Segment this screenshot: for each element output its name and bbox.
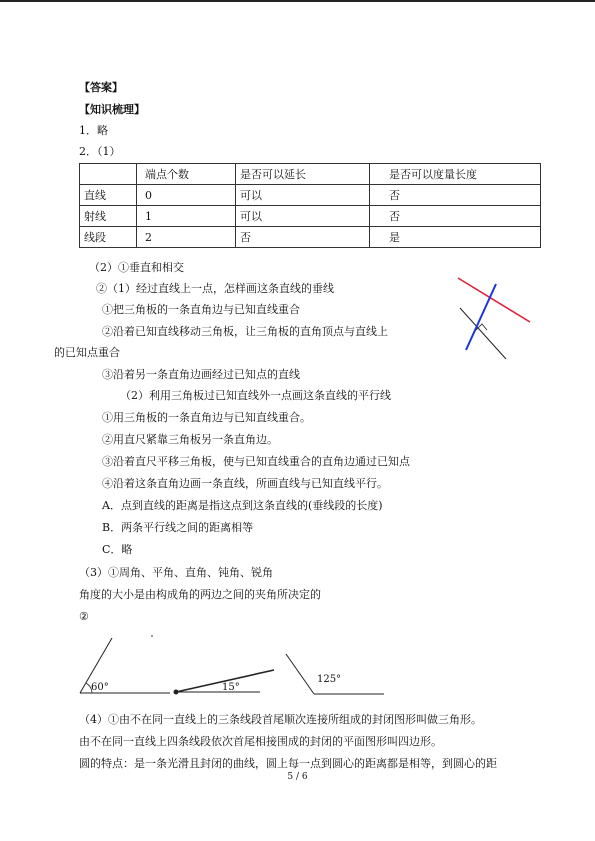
item-1: 1．略	[79, 124, 108, 137]
perpendicular-blue-line	[466, 284, 496, 350]
angle-examples-marker: ②	[79, 610, 89, 623]
table-cell: 否	[240, 231, 251, 244]
step-par-1: ①用三角板的一条直角边与已知直线重合。	[102, 411, 311, 424]
known-line	[460, 308, 506, 359]
table-cell: 线段	[80, 227, 137, 248]
step-par-4: ④沿着这条直角边画一条直线，所画直线与已知直线平行。	[102, 477, 388, 490]
page-number: 5 / 6	[287, 772, 308, 782]
line-draw-perpendicular: ②（1）经过直线上一点，怎样画这条直线的垂线	[96, 282, 334, 295]
angle-125-label: 125°	[317, 674, 342, 685]
top-rule	[0, 0, 595, 2]
step-perp-1: ①把三角板的一条直角边与已知直线重合	[102, 303, 300, 316]
heading-knowledge-review: 【知识梳理】	[79, 103, 145, 116]
line-angle-size: 角度的大小是由构成角的两边之间的夹角所决定的	[79, 588, 321, 601]
step-perp-2-cont: 的已知点重合	[54, 346, 120, 359]
point-b: B．两条平行线之间的距离相等	[102, 521, 254, 534]
parallel-red-line	[458, 278, 530, 322]
perpendicular-diagram	[450, 272, 540, 362]
table-cell: 射线	[80, 206, 137, 227]
line-comparison-table	[79, 163, 541, 248]
table-cell: 是	[389, 231, 400, 244]
table-cell: 1	[145, 209, 152, 223]
table-cell: 2	[145, 230, 152, 244]
table-header-cell: 端点个数	[145, 168, 189, 181]
table-cell: 直线	[80, 185, 137, 206]
step-par-2: ②用直尺紧靠三角板另一条直角边。	[102, 433, 278, 446]
line-circle-features: 圆的特点：是一条光滑且封闭的曲线，圆上每一点到圆心的距离都是相等，到圆心的距	[79, 757, 497, 770]
line-quadrilateral-definition: 由不在同一直线上四条线段依次首尾相接围成的封闭的平面图形叫四边形。	[79, 735, 442, 748]
table-cell: 0	[145, 188, 152, 202]
table-header-cell: 是否可以度量长度	[389, 168, 477, 181]
table-header-cell	[80, 164, 137, 185]
line-perpendicular-intersect: （2）①垂直和相交	[89, 261, 184, 274]
line-draw-parallel: （2）利用三角板过已知直线外一点画这条直线的平行线	[120, 389, 391, 402]
table-row	[80, 206, 541, 227]
table-row	[80, 185, 541, 206]
angle-60-diagram	[74, 632, 174, 697]
table-cell: 可以	[240, 189, 262, 202]
angle-15-label: 15°	[222, 682, 240, 693]
table-header-cell: 是否可以延长	[240, 168, 306, 181]
stray-dot-icon	[150, 634, 154, 638]
angle-60-label: 60°	[91, 682, 109, 693]
item-2: 2．（1）	[79, 145, 121, 158]
table-cell: 可以	[240, 210, 262, 223]
table-header-row	[80, 164, 541, 185]
step-par-3: ③沿着直尺平移三角板，使与已知直线重合的直角边通过已知点	[102, 455, 410, 468]
point-a: A．点到直线的距离是指这点到这条直线的(垂线段的长度)	[102, 499, 383, 512]
line-angle-types: （3）①周角、平角、直角、钝角、锐角	[79, 566, 273, 579]
step-perp-3: ③沿着另一条直角边画经过已知点的直线	[102, 368, 300, 381]
table-row	[80, 227, 541, 248]
angle-125-side	[286, 654, 314, 694]
line-triangle-definition: （4）①由不在同一直线上的三条线段首尾顺次连接所组成的封闭图形叫做三角形。	[79, 713, 482, 726]
point-c: C．略	[102, 543, 133, 556]
vertex-dot-icon	[174, 690, 179, 695]
table-cell: 否	[389, 210, 400, 223]
heading-answer: 【答案】	[79, 81, 123, 94]
step-perp-2: ②沿着已知直线移动三角板，让三角板的直角顶点与直线上	[102, 325, 388, 338]
table-cell: 否	[389, 189, 400, 202]
